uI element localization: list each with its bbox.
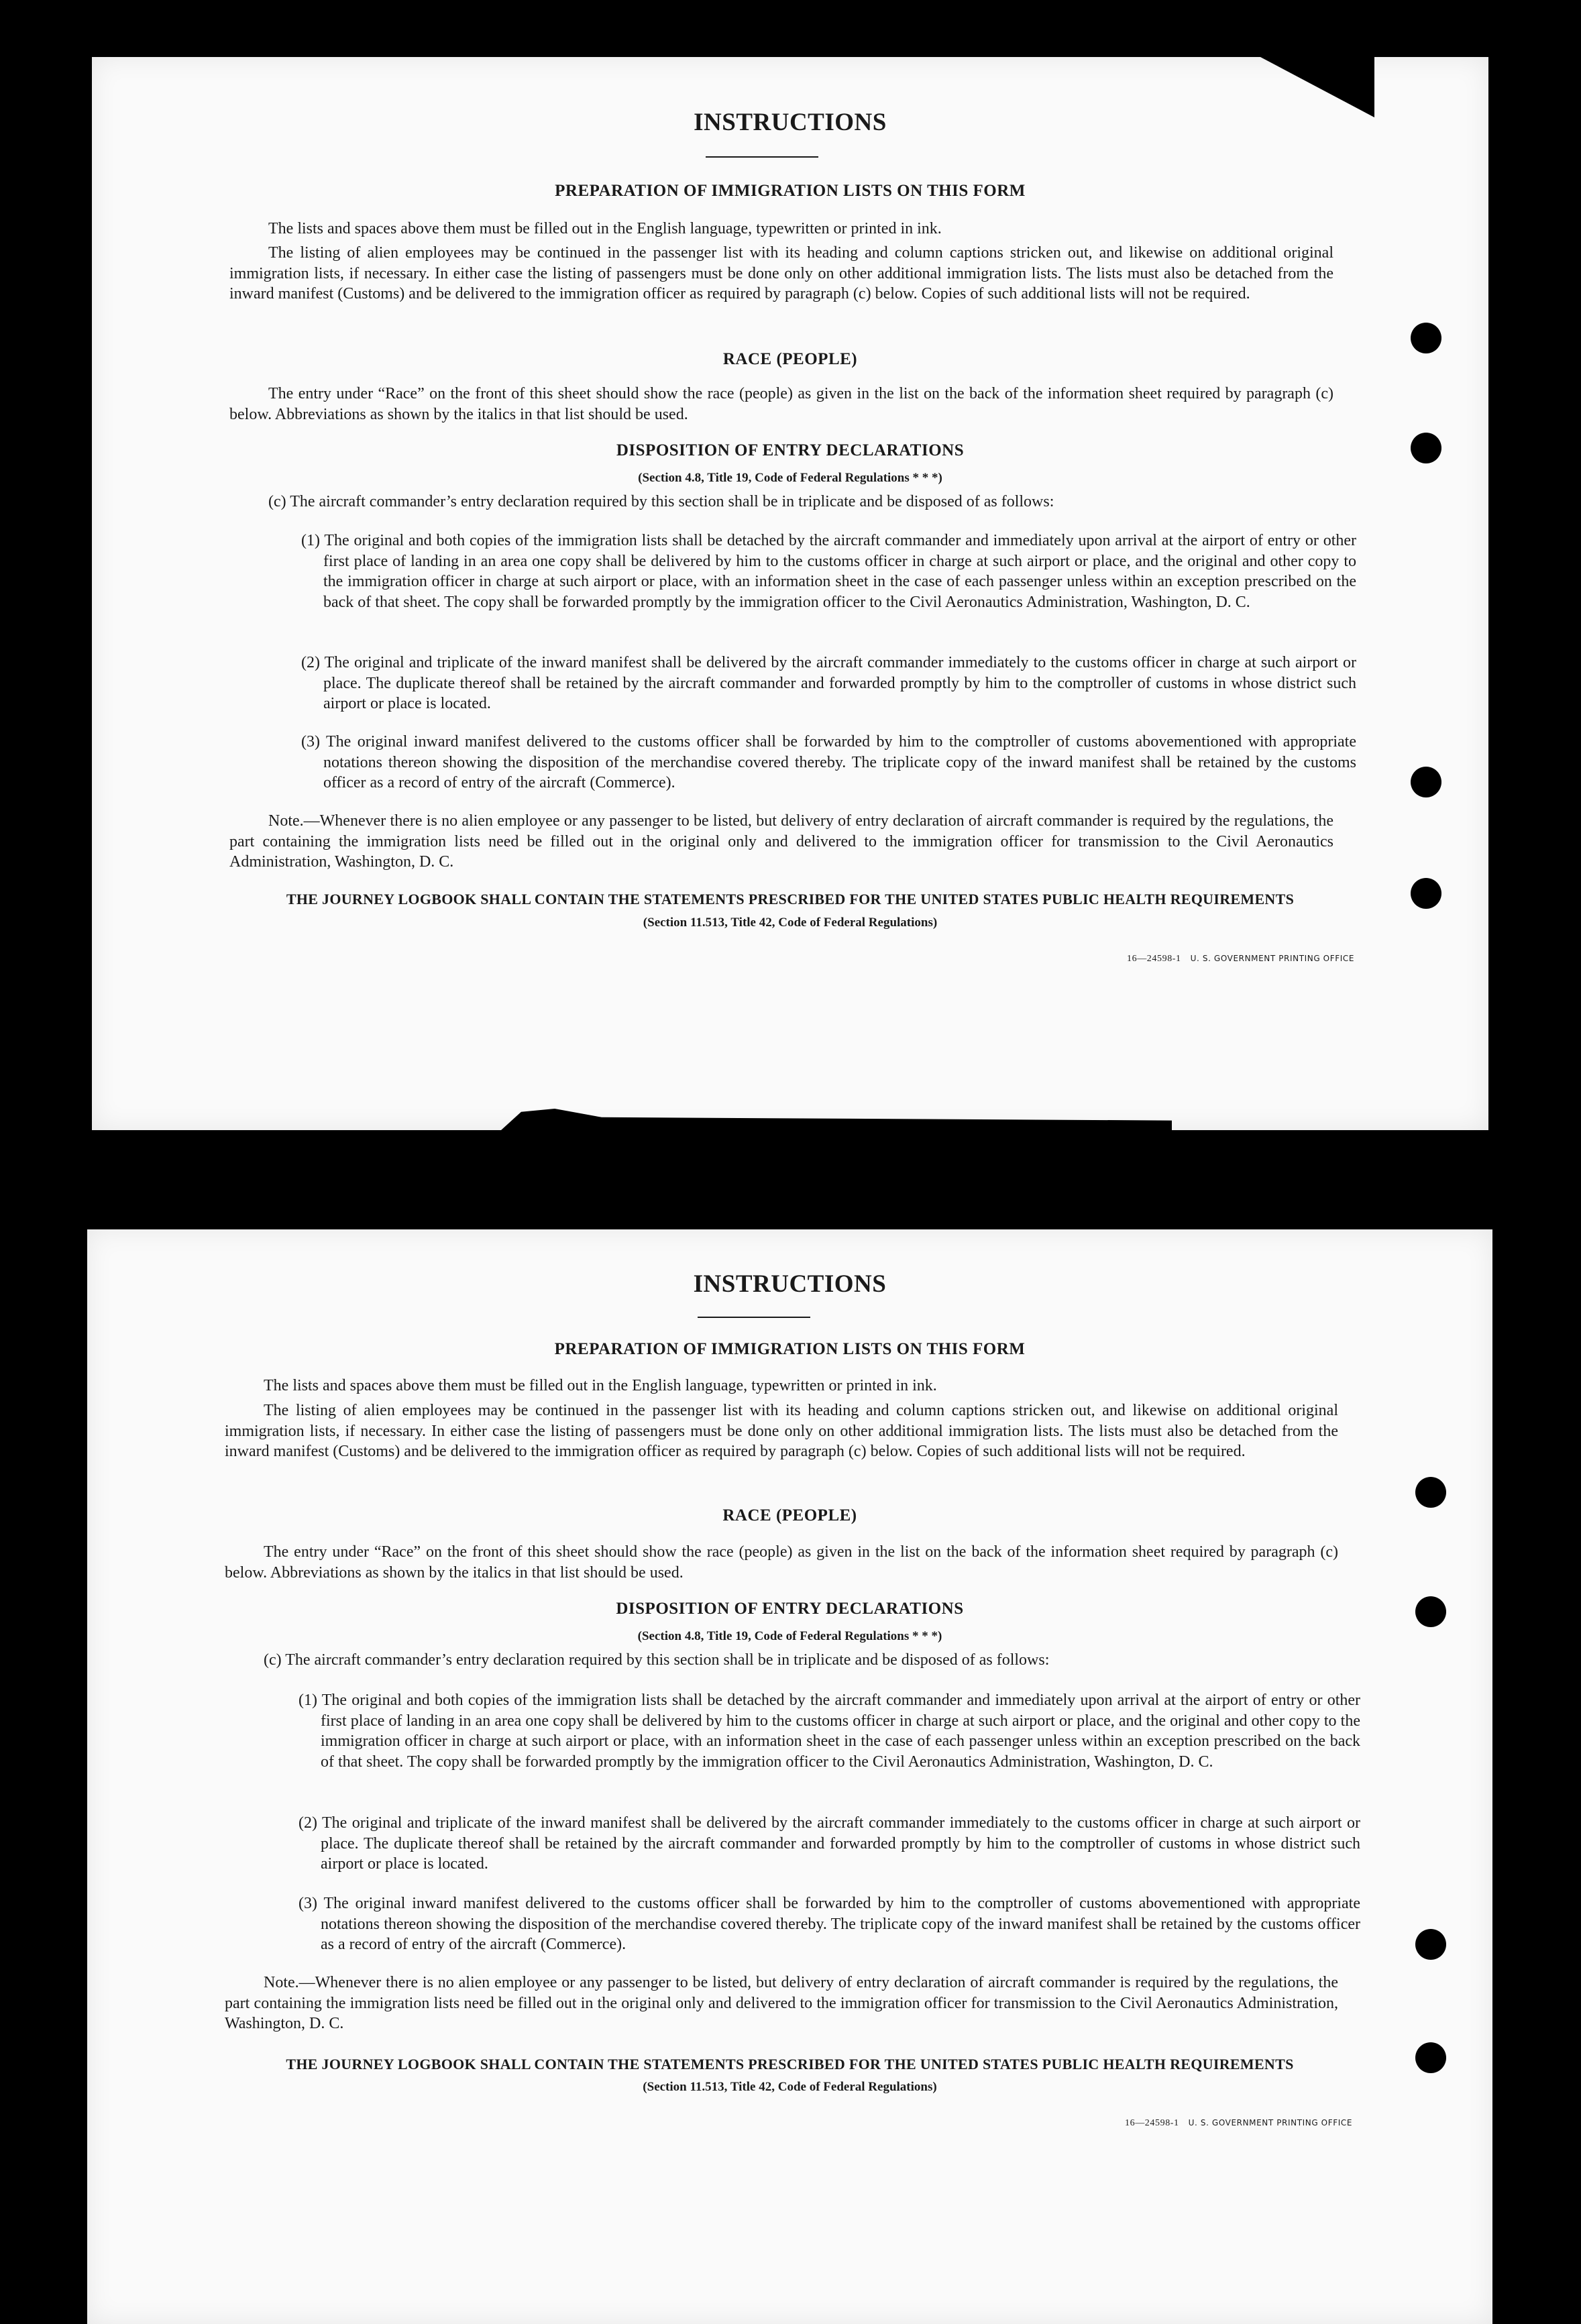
printing-office: U. S. GOVERNMENT PRINTING OFFICE [1190,954,1355,963]
race-heading: RACE (PEOPLE) [722,1506,857,1525]
title-underline [698,1317,810,1318]
printing-office: U. S. GOVERNMENT PRINTING OFFICE [1188,2118,1353,2127]
page-title: INSTRUCTIONS [693,1270,887,1298]
disposition-citation: (Section 4.8, Title 19, Code of Federal Regulations * * *) [637,1629,942,1643]
print-number: 16—24598-1 [1127,954,1181,964]
disposition-intro: (c) The aircraft commander’s entry declaration required by this section shall be in triplicate and be disposed of as follows: [268,493,1054,510]
preparation-paragraph-1: The lists and spaces above them must be filled out in the English language, typewritten or printed in ink. [264,1377,937,1394]
health-statement: THE JOURNEY LOGBOOK SHALL CONTAIN THE STATEMENTS PRESCRIBED FOR THE UNITED STATES PUBLIC HEALTH REQUIREMENTS [286,891,1295,907]
disposition-citation: (Section 4.8, Title 19, Code of Federal Regulations * * *) [638,471,942,485]
title-underline [706,156,818,158]
preparation-paragraph-1: The lists and spaces above them must be filled out in the English language, typewritten or printed in ink. [268,220,942,237]
disposition-item-1: (1) The original and both copies of the immigration lists shall be detached by the aircraft commander and immediately upon arrival at the airport of entry or other first place of landing in an area one copy shall be delivered by him to the customs officer in charge at such airport or place, and the original and other copy to the immigration officer in charge at such airport or place, with an information sheet in the case of each passenger unless within an exception prescribed on the back of that sheet. The copy shall be forwarded promptly by the immigration officer to the Civil Aeronautics Administration, Washington, D. C. [298,1692,1360,1771]
preparation-heading: PREPARATION OF IMMIGRATION LISTS ON THIS FORM [554,1340,1026,1358]
disposition-item-2: (2) The original and triplicate of the inward manifest shall be delivered by the aircraft commander immediately to the customs officer in charge at such airport or place. The duplicate thereof shall be retained by the aircraft commander and forwarded promptly by him to the comptroller of customs in whose district such airport or place is located. [301,654,1356,712]
preparation-paragraph-2: The listing of alien employees may be continued in the passenger list with its heading and column captions stricken out, and likewise on additional original immigration lists, if necessary. In either case the listing of passengers must be done only on other additional immigration lists. The lists must also be detached from the inward manifest (Customs) and be delivered to the immigration officer as required by paragraph (c) below. Copies of such additional lists will not be required. [225,1402,1338,1460]
race-paragraph: The entry under “Race” on the front of this sheet should show the race (people) as given in the list on the back of the information sheet required by paragraph (c) below. Abbreviations as shown by the italics in that list should be used. [229,385,1333,423]
disposition-intro: (c) The aircraft commander’s entry declaration required by this section shall be in triplicate and be disposed of as follows: [264,1651,1050,1669]
health-statement: THE JOURNEY LOGBOOK SHALL CONTAIN THE STATEMENTS PRESCRIBED FOR THE UNITED STATES PUBLIC HEALTH REQUIREMENTS [286,2056,1294,2072]
race-paragraph: The entry under “Race” on the front of this sheet should show the race (people) as given in the list on the back of the information sheet required by paragraph (c) below. Abbreviations as shown by the italics in that list should be used. [225,1543,1338,1582]
print-number: 16—24598-1 [1125,2118,1179,2128]
disposition-heading: DISPOSITION OF ENTRY DECLARATIONS [616,441,965,459]
instruction-sheet-bottom [87,1229,1492,2324]
health-citation: (Section 11.513, Title 42, Code of Federal Regulations) [643,2080,937,2094]
disposition-item-2: (2) The original and triplicate of the inward manifest shall be delivered by the aircraft commander immediately to the customs officer in charge at such airport or place. The duplicate thereof shall be retained by the aircraft commander and forwarded promptly by him to the comptroller of customs in whose district such airport or place is located. [298,1814,1360,1873]
print-code [1127,954,1354,964]
preparation-heading: PREPARATION OF IMMIGRATION LISTS ON THIS FORM [555,182,1026,200]
disposition-item-3: (3) The original inward manifest delivered to the customs officer shall be forwarded by him to the comptroller of customs abovementioned with appropriate notations thereon showing the disposition of the merchandise covered thereby. The triplicate copy of the inward manifest shall be retained by the customs officer as a record of entry of the aircraft (Commerce). [298,1895,1360,1953]
print-code [1125,2118,1352,2129]
race-heading: RACE (PEOPLE) [722,350,858,368]
health-citation: (Section 11.513, Title 42, Code of Federal Regulations) [643,916,938,930]
note-paragraph: Note.—Whenever there is no alien employee or any passenger to be listed, but delivery of entry declaration of aircraft commander is required by the regulations, the part containing the immigration lists need be filled out in the original only and delivered to the immigration officer for transmission to the Civil Aeronautics Administration, Washington, D. C. [229,812,1333,871]
disposition-item-3: (3) The original inward manifest delivered to the customs officer shall be forwarded by him to the comptroller of customs abovementioned with appropriate notations thereon showing the disposition of the merchandise covered thereby. The triplicate copy of the inward manifest shall be retained by the customs officer as a record of entry of the aircraft (Commerce). [301,733,1356,791]
note-paragraph: Note.—Whenever there is no alien employee or any passenger to be listed, but delivery of entry declaration of aircraft commander is required by the regulations, the part containing the immigration lists need be filled out in the original only and delivered to the immigration officer for transmission to the Civil Aeronautics Administration, Washington, D. C. [225,1974,1338,2032]
instruction-sheet-top [92,57,1488,1130]
preparation-paragraph-2: The listing of alien employees may be continued in the passenger list with its heading and column captions stricken out, and likewise on additional original immigration lists, if necessary. In either case the listing of passengers must be done only on other additional immigration lists. The lists must also be detached from the inward manifest (Customs) and be delivered to the immigration officer as required by paragraph (c) below. Copies of such additional lists will not be required. [229,244,1333,302]
disposition-item-1: (1) The original and both copies of the immigration lists shall be detached by the aircraft commander and immediately upon arrival at the airport of entry or other first place of landing in an area one copy shall be delivered by him to the customs officer in charge at such airport or place, and the original and other copy to the immigration officer in charge at such airport or place, with an information sheet in the case of each passenger unless within an exception prescribed on the back of that sheet. The copy shall be forwarded promptly by the immigration officer to the Civil Aeronautics Administration, Washington, D. C. [301,532,1356,611]
disposition-heading: DISPOSITION OF ENTRY DECLARATIONS [616,1600,964,1618]
page-title: INSTRUCTIONS [694,109,887,136]
